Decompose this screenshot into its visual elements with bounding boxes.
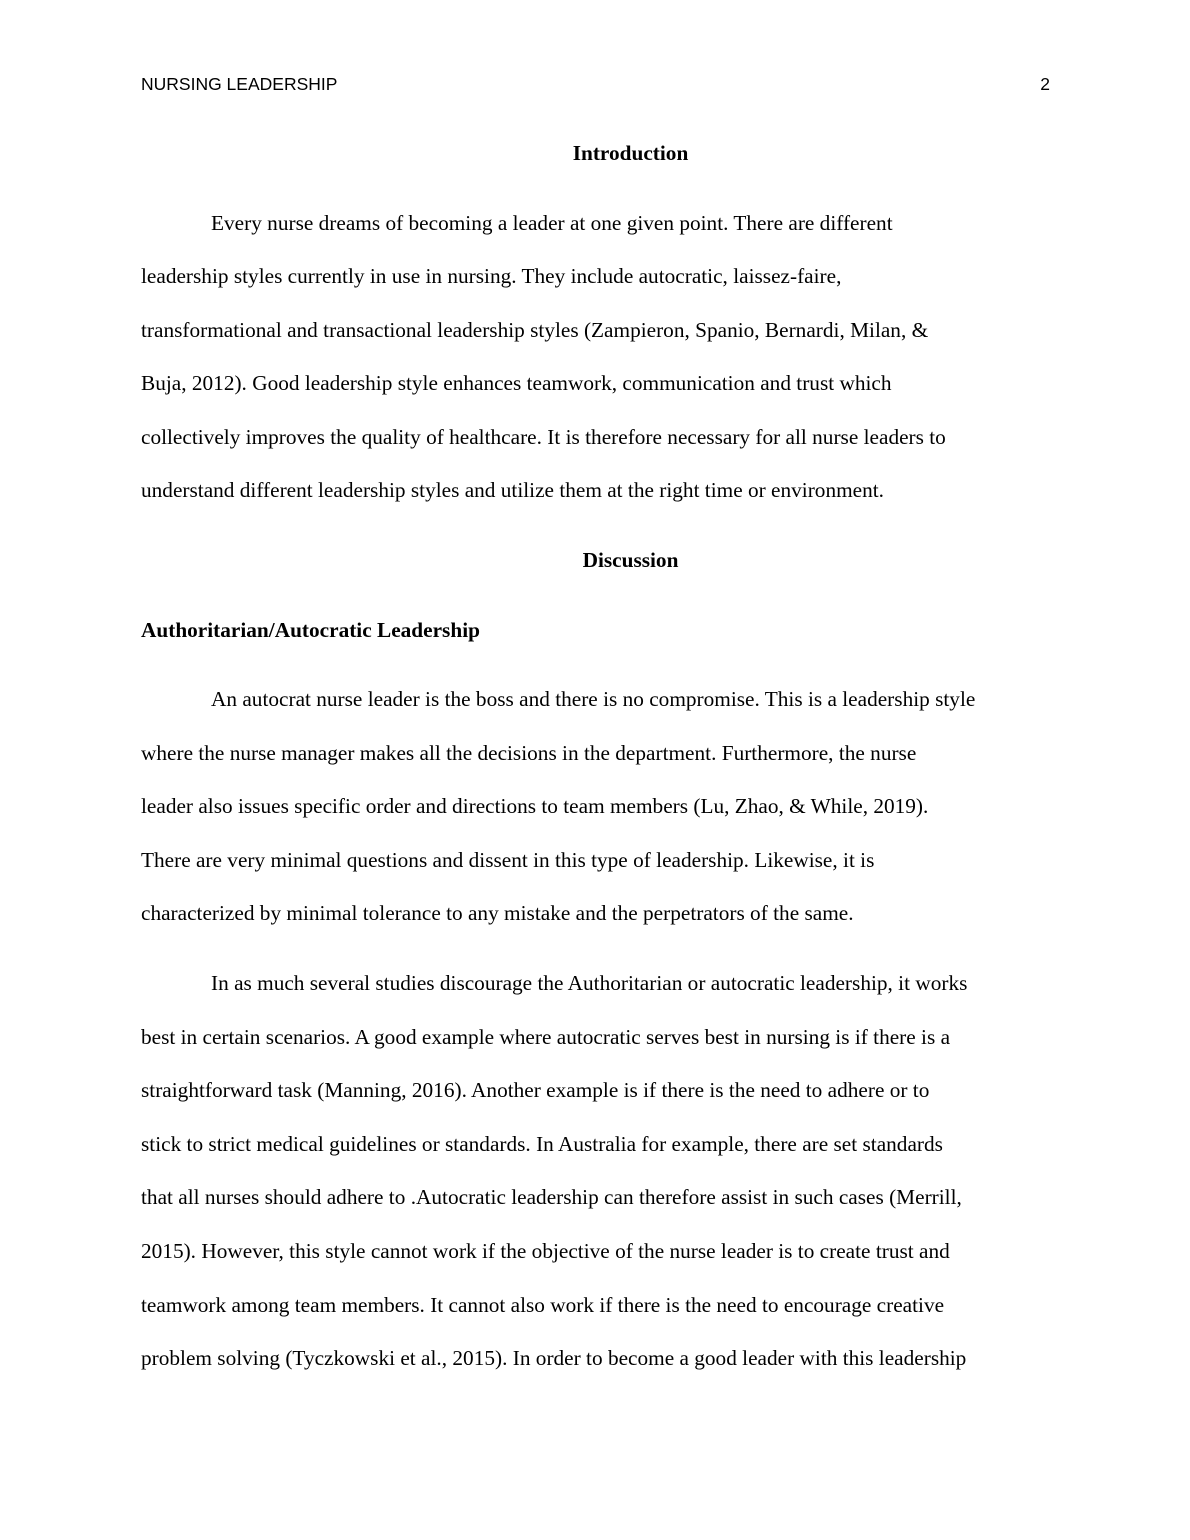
paragraph-line: collectively improves the quality of healthcare. It is therefore necessary for all nurse leaders to	[141, 424, 946, 449]
discussion-paragraph-1	[141, 673, 1050, 941]
paragraph-line: problem solving (Tyczkowski et al., 2015). In order to become a good leader with this leadership	[141, 1346, 967, 1371]
paragraph-line: leadership styles currently in use in nursing. They include autocratic, laissez-faire,	[141, 264, 842, 289]
paragraph-line: best in certain scenarios. A good example where autocratic serves best in nursing is if there is a	[141, 1024, 951, 1049]
paragraph-line: straightforward task (Manning, 2016). Another example is if there is the need to adhere or to	[141, 1078, 930, 1103]
paragraph-line: Every nurse dreams of becoming a leader at one given point. There are different	[211, 210, 893, 235]
spacer	[141, 518, 1050, 534]
running-title: NURSING LEADERSHIP	[141, 74, 338, 94]
paragraph-line: There are very minimal questions and dissent in this type of leadership. Likewise, it is	[141, 847, 875, 872]
introduction-paragraph	[141, 197, 1050, 519]
autocratic-leadership-subheading: Authoritarian/Autocratic Leadership	[141, 617, 480, 642]
discussion-paragraph-2	[141, 957, 1050, 1386]
spacer	[141, 941, 1050, 957]
paragraph-line: transformational and transactional leadership styles (Zampieron, Spanio, Bernardi, Milan, &	[141, 317, 929, 342]
paragraph-line: characterized by minimal tolerance to any mistake and the perpetrators of the same.	[141, 901, 854, 926]
spacer	[141, 181, 1050, 197]
paragraph-line: stick to strict medical guidelines or standards. In Australia for example, there are set standards	[141, 1131, 943, 1156]
paragraph-line: Buja, 2012). Good leadership style enhances teamwork, communication and trust which	[141, 371, 892, 396]
paragraph-line: teamwork among team members. It cannot also work if there is the need to encourage creative	[141, 1292, 945, 1317]
paragraph-line: leader also issues specific order and directions to team members (Lu, Zhao, & While, 2019).	[141, 794, 929, 819]
paragraph-line: An autocrat nurse leader is the boss and there is no compromise. This is a leadership style	[211, 687, 976, 712]
page-number: 2	[1040, 74, 1050, 94]
introduction-heading: Introduction	[572, 141, 689, 165]
paragraph-line: 2015). However, this style cannot work if the objective of the nurse leader is to create trust and	[141, 1239, 950, 1263]
running-header	[141, 72, 1050, 96]
spacer	[141, 588, 1050, 604]
paragraph-line: that all nurses should adhere to .Autocratic leadership can therefore assist in such cases (Merrill,	[141, 1185, 962, 1210]
paragraph-line: where the nurse manager makes all the decisions in the department. Furthermore, the nurse	[141, 740, 917, 765]
paragraph-line: In as much several studies discourage the Authoritarian or autocratic leadership, it works	[211, 971, 968, 996]
paragraph-line: understand different leadership styles and utilize them at the right time or environment.	[141, 478, 885, 503]
discussion-heading: Discussion	[582, 548, 679, 573]
spacer	[141, 657, 1050, 673]
document-body	[141, 127, 1050, 1386]
